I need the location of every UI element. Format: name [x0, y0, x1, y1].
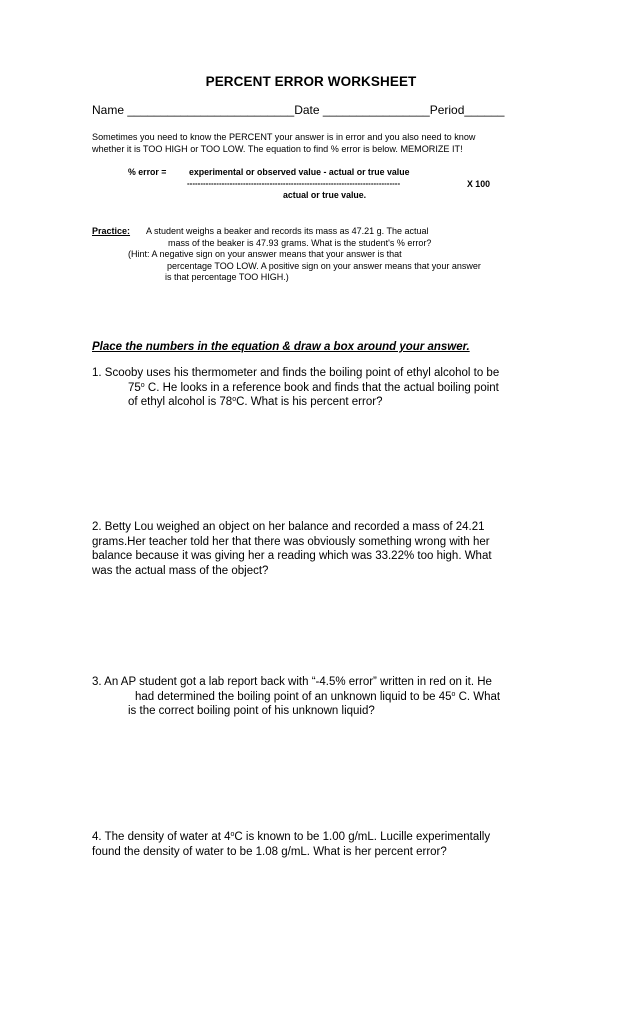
question-2-line-2: grams.Her teacher told her that there was obviously something wrong with her	[92, 535, 490, 548]
question-2	[92, 520, 492, 578]
question-4-line-1: 4. The density of water at 4$^o$C is known to be 1.00 g/mL. Lucille experimentally	[92, 831, 491, 843]
question-1	[92, 366, 499, 410]
date-blank: ________________	[322, 103, 430, 117]
practice-line-2	[92, 237, 432, 250]
question-1-line-1: 1. Scooby uses his thermometer and finds the boiling point of ethyl alcohol to be	[92, 367, 500, 379]
equation-denominator: actual or true value.	[283, 190, 367, 200]
question-4	[92, 830, 490, 859]
practice-hint-1	[92, 249, 402, 261]
question-1-line-2: 75$^o$ C. He looks in a reference book and finds that the actual boiling point	[128, 381, 499, 394]
practice-hint-text-3: is that percentage TOO HIGH.)	[165, 272, 289, 282]
date-label: Date	[294, 103, 320, 117]
question-4-line-2: found the density of water to be 1.08 g/mL. What is her percent error?	[92, 845, 447, 858]
name-blank: _________________________	[127, 103, 295, 117]
practice-section	[92, 226, 481, 284]
equation-multiplier: X 100	[467, 179, 490, 189]
question-3-line-1: 3. An AP student got a lab report back with “-4.5% error” written in red on it. He	[92, 676, 492, 688]
equation-numerator: experimental or observed value - actual or true value	[189, 167, 410, 177]
question-3-line-2: had determined the boiling point of an unknown liquid to be 45$^o$ C. What	[135, 690, 501, 703]
instruction-heading: Place the numbers in the equation & draw a box around your answer.	[92, 341, 470, 353]
question-1-line-3: of ethyl alcohol is 78$^o$C. What is his percent error?	[128, 396, 383, 408]
question-3-line-3: is the correct boiling point of his unknown liquid?	[128, 705, 375, 717]
question-2-line-4: was the actual mass of the object?	[92, 564, 269, 577]
question-2-line-1: 2. Betty Lou weighed an object on her balance and recorded a mass of 24.21	[92, 521, 485, 533]
practice-label: Practice:	[92, 226, 131, 236]
name-label: Name	[92, 103, 125, 117]
practice-hint-text-2: percentage TOO LOW. A positive sign on your answer means that your answer	[167, 260, 481, 271]
practice-text-1: A student weighs a beaker and records its mass as 47.21 g. The actual	[146, 226, 429, 236]
period-blank: ______	[464, 103, 505, 117]
practice-line-1	[92, 226, 429, 238]
practice-hint-3	[92, 272, 289, 284]
intro-line-2: whether it is TOO HIGH or TOO LOW. The equation to find % error is below. MEMORIZE IT!	[92, 143, 463, 154]
practice-text-2: mass of the beaker is 47.93 grams. What is the student's % error?	[168, 237, 432, 248]
question-3	[92, 675, 500, 719]
student-info-line	[92, 103, 504, 117]
intro-paragraph	[92, 132, 532, 155]
period-label: Period	[429, 103, 465, 117]
equation-fraction-bar: --------------------------------------------------------------------------------	[187, 179, 401, 188]
practice-hint-2	[92, 260, 481, 273]
page-title: PERCENT ERROR WORKSHEET	[205, 74, 417, 89]
equation-lhs: % error =	[128, 167, 167, 177]
intro-line-1: Sometimes you need to know the PERCENT your answer is in error and you also need to know	[92, 132, 476, 142]
question-2-line-3: balance because it was giving her a reading which was 33.22% too high. What	[92, 550, 492, 562]
practice-hint-text-1: (Hint: A negative sign on your answer means that your answer is that	[128, 249, 402, 259]
